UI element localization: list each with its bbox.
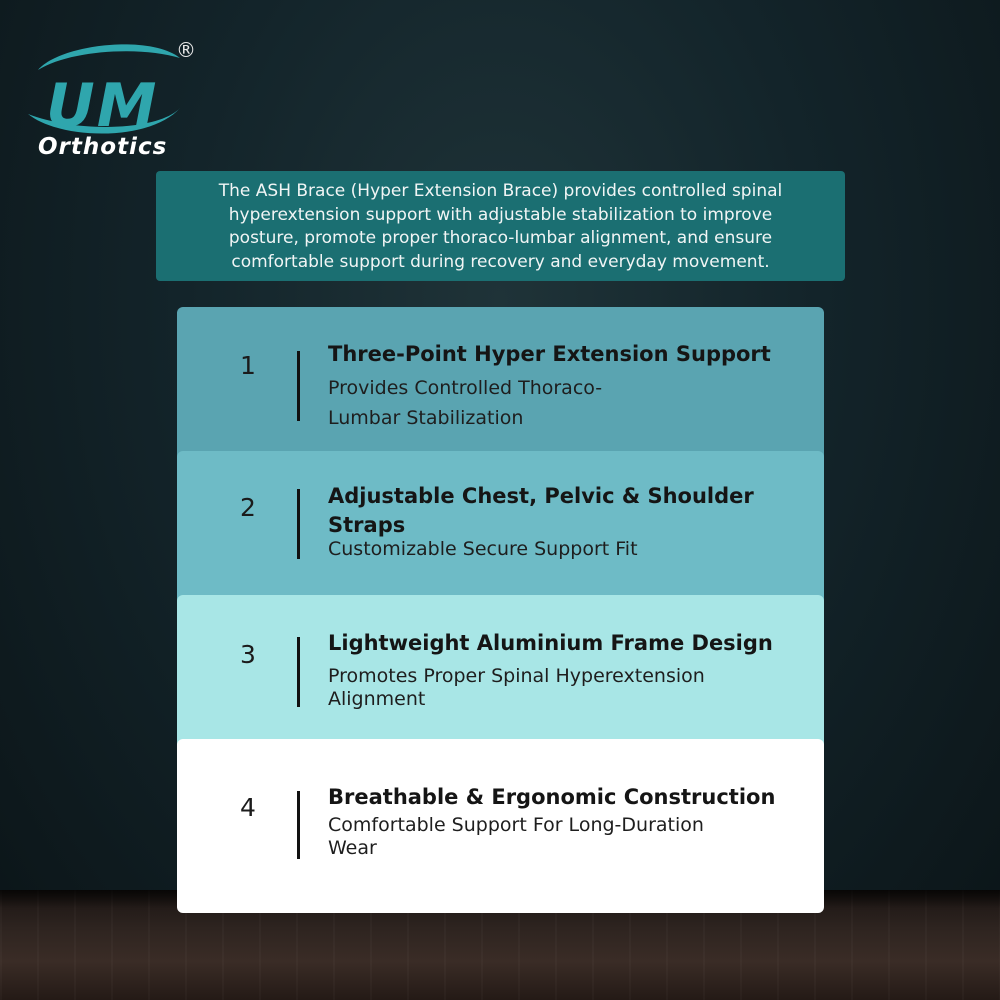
feature-description-line: Alignment bbox=[328, 688, 426, 710]
feature-divider bbox=[297, 791, 300, 859]
intro-panel bbox=[156, 171, 845, 281]
feature-title: Lightweight Aluminium Frame Design bbox=[328, 631, 773, 655]
feature-number: 2 bbox=[240, 493, 256, 522]
feature-title: Breathable & Ergonomic Construction bbox=[328, 785, 776, 809]
feature-description-line: Provides Controlled Thoraco- bbox=[328, 377, 603, 399]
feature-description-line: Comfortable Support For Long-Duration bbox=[328, 814, 704, 836]
feature-title-line: Adjustable Chest, Pelvic & Shoulder bbox=[328, 484, 754, 508]
feature-number: 3 bbox=[240, 640, 256, 669]
feature-description-line: Customizable Secure Support Fit bbox=[328, 538, 638, 560]
registered-mark: ® bbox=[176, 38, 196, 62]
feature-description-line: Lumbar Stabilization bbox=[328, 407, 524, 429]
feature-card-2 bbox=[177, 451, 824, 611]
feature-title-line: Straps bbox=[328, 513, 406, 537]
feature-divider bbox=[297, 351, 300, 421]
feature-description-line: Wear bbox=[328, 837, 377, 859]
intro-line: The ASH Brace (Hyper Extension Brace) provides controlled spinal bbox=[218, 181, 783, 201]
feature-divider bbox=[297, 489, 300, 559]
feature-title: Three-Point Hyper Extension Support bbox=[328, 342, 771, 366]
intro-line: hyperextension support with adjustable stabilization to improve bbox=[228, 204, 773, 225]
feature-card-1 bbox=[177, 307, 824, 467]
feature-description-line: Promotes Proper Spinal Hyperextension bbox=[328, 665, 705, 687]
feature-card-4 bbox=[177, 739, 824, 913]
feature-divider bbox=[297, 637, 300, 707]
feature-card-3 bbox=[177, 595, 824, 755]
feature-number: 4 bbox=[240, 793, 256, 822]
intro-line: comfortable support during recovery and everyday movement. bbox=[231, 251, 770, 272]
brand-logo bbox=[20, 36, 205, 166]
feature-number: 1 bbox=[240, 351, 256, 380]
feature-list bbox=[177, 307, 824, 913]
logo-subtitle: Orthotics bbox=[38, 134, 168, 160]
logo-mark: UM bbox=[46, 71, 159, 141]
intro-line: posture, promote proper thoraco-lumbar alignment, and ensure bbox=[228, 228, 773, 248]
